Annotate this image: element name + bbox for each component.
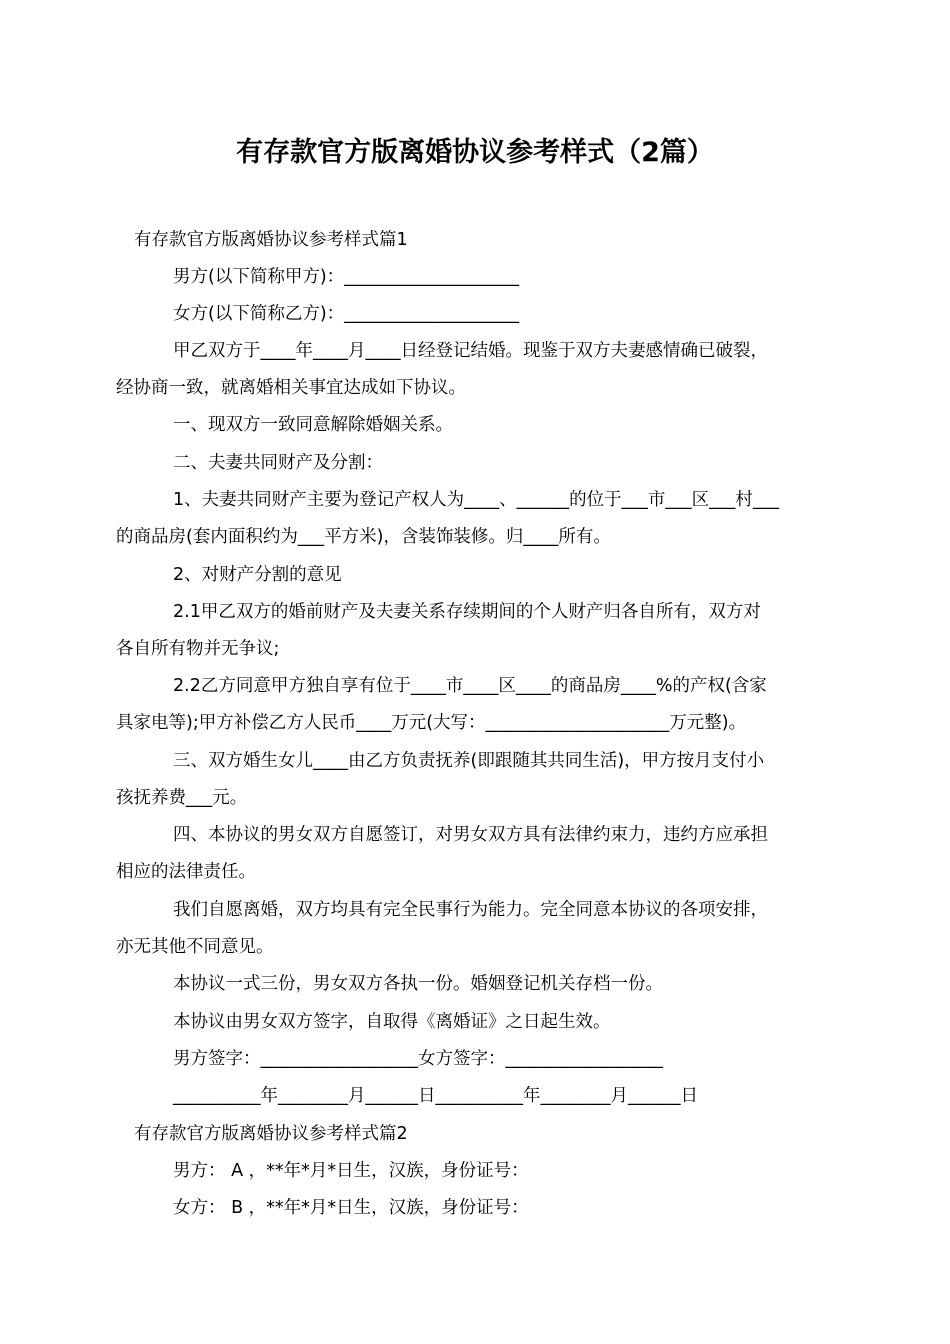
- clause-4-line-2: 相应的法律责任。: [116, 862, 256, 882]
- clause-3-line-2: 孩抚养费___元。: [116, 788, 248, 808]
- signature-line: 男方签字：__________________女方签字：__________________: [173, 1049, 663, 1069]
- clause-1: 一、现双方一致同意解除婚姻关系。: [173, 415, 453, 435]
- section-2-heading: 有存款官方版离婚协议参考样式篇2: [134, 1124, 408, 1144]
- copies-line: 本协议一式三份，男女双方各执一份。婚姻登记机关存档一份。: [173, 974, 663, 994]
- male-party-line: 男方(以下简称甲方)：____________________: [173, 267, 520, 287]
- item-1-line-1: 1、夫妻共同财产主要为登记产权人为____、______的位于___市___区___村___: [173, 490, 780, 510]
- section-2-male-line: 男方： A ，**年*月*日生，汉族，身份证号：: [173, 1161, 529, 1181]
- date-line: __________年________月______日__________年________月______日: [173, 1086, 698, 1106]
- clause-2-heading: 二、夫妻共同财产及分割：: [173, 453, 383, 473]
- clause-3-line-1: 三、双方婚生女儿____由乙方负责抚养(即跟随其共同生活)，甲方按月支付小: [173, 751, 765, 771]
- item-2-2-line-1: 2.2乙方同意甲方独自享有位于____市____区____的商品房____%的产权(含家: [173, 676, 767, 696]
- item-2-1-line-1: 2.1甲乙双方的婚前财产及夫妻关系存续期间的个人财产归各自所有，双方对: [173, 602, 761, 622]
- voluntary-line-2: 亦无其他不同意见。: [116, 937, 274, 957]
- intro-paragraph-line-1: 甲乙双方于____年____月____日经登记结婚。现鉴于双方夫妻感情确已破裂，: [173, 341, 768, 361]
- section-1-heading: 有存款官方版离婚协议参考样式篇1: [134, 230, 408, 250]
- clause-4-line-1: 四、本协议的男女双方自愿签订，对男女双方具有法律约束力，违约方应承担: [173, 825, 768, 845]
- item-2-heading: 2、对财产分割的意见: [173, 565, 342, 585]
- female-party-line: 女方(以下简称乙方)：____________________: [173, 304, 520, 324]
- effective-line: 本协议由男女双方签字，自取得《离婚证》之日起生效。: [173, 1012, 611, 1032]
- item-1-line-2: 的商品房(套内面积约为___平方米)，含装饰装修。归____所有。: [116, 527, 611, 547]
- item-2-2-line-2: 具家电等);甲方补偿乙方人民币____万元(大写：_____________________万元整)。: [116, 713, 747, 733]
- intro-paragraph-line-2: 经协商一致，就离婚相关事宜达成如下协议。: [116, 378, 466, 398]
- voluntary-line-1: 我们自愿离婚，双方均具有完全民事行为能力。完全同意本协议的各项安排，: [173, 900, 768, 920]
- section-2-female-line: 女方： B ，**年*月*日生，汉族，身份证号：: [173, 1198, 529, 1218]
- document-title: 有存款官方版离婚协议参考样式（2篇）: [236, 137, 714, 168]
- item-2-1-line-2: 各自所有物并无争议;: [116, 639, 280, 659]
